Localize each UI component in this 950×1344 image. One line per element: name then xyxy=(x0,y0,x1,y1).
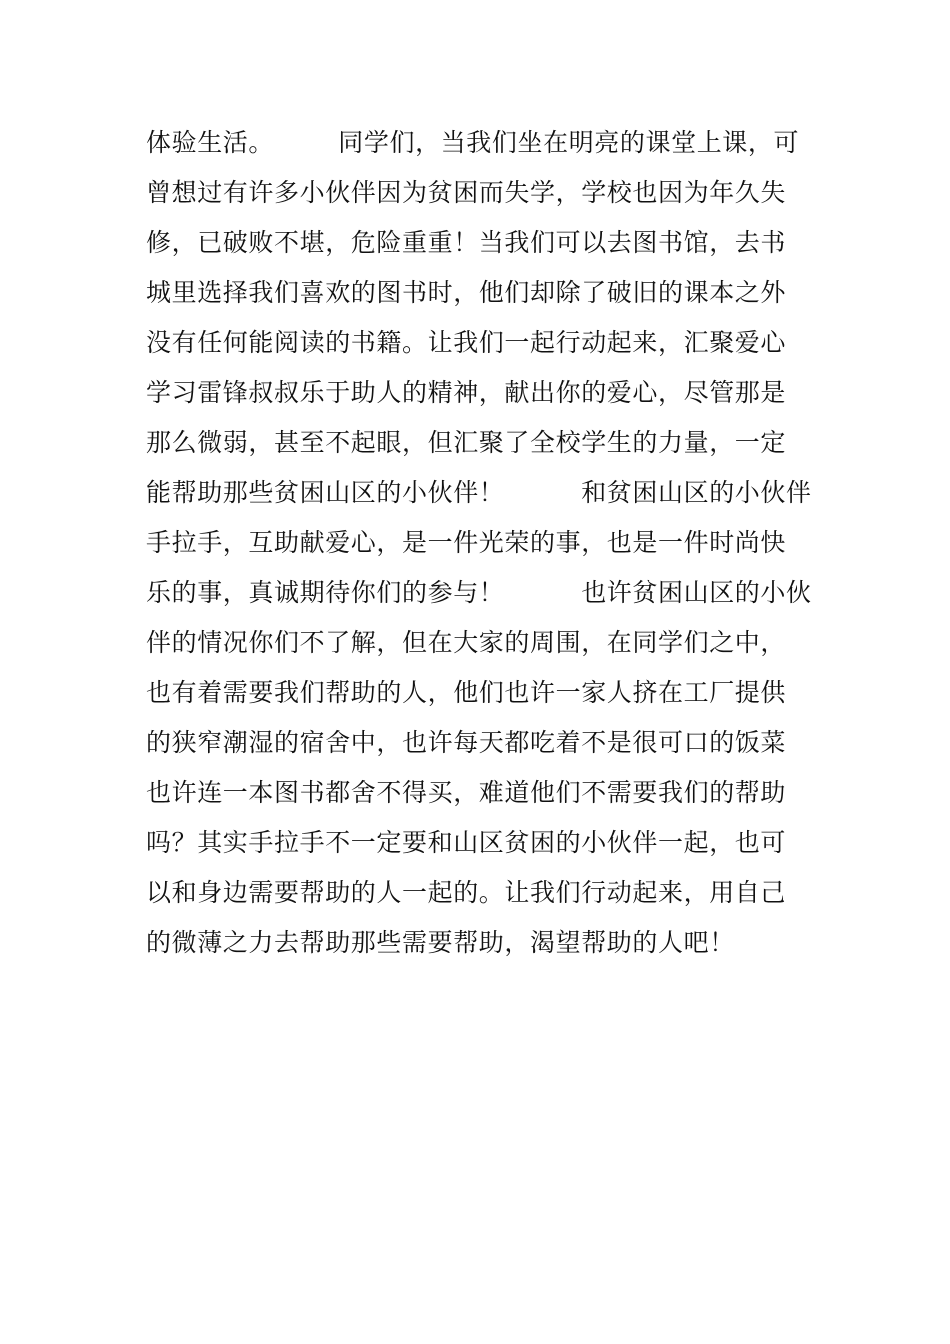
text-line: 体验生活。 同学们，当我们坐在明亮的课堂上课，可 xyxy=(146,128,800,157)
text-line: 吗？其实手拉手不一定要和山区贫困的小伙伴一起，也可 xyxy=(146,828,787,857)
text-line: 能帮助那些贫困山区的小伙伴！ 和贫困山区的小伙伴 xyxy=(146,478,812,507)
text-line: 也有着需要我们帮助的人，他们也许一家人挤在工厂提供 xyxy=(146,678,787,707)
text-line: 乐的事，真诚期待你们的参与！ 也许贫困山区的小伙 xyxy=(146,578,812,607)
text-line: 伴的情况你们不了解，但在大家的周围，在同学们之中， xyxy=(146,628,787,657)
text-line: 修，已破败不堪，危险重重！当我们可以去图书馆，去书 xyxy=(146,228,787,257)
text-line: 曾想过有许多小伙伴因为贫困而失学，学校也因为年久失 xyxy=(146,178,787,207)
text-line: 手拉手，互助献爱心，是一件光荣的事，也是一件时尚快 xyxy=(146,528,787,557)
body-paragraph xyxy=(146,118,816,968)
text-line: 没有任何能阅读的书籍。让我们一起行动起来，汇聚爱心 xyxy=(146,328,787,357)
text-line: 那么微弱，甚至不起眼，但汇聚了全校学生的力量，一定 xyxy=(146,428,787,457)
text-line: 以和身边需要帮助的人一起的。让我们行动起来，用自己 xyxy=(146,878,787,907)
text-line: 学习雷锋叔叔乐于助人的精神，献出你的爱心，尽管那是 xyxy=(146,378,787,407)
text-line: 也许连一本图书都舍不得买，难道他们不需要我们的帮助 xyxy=(146,778,787,807)
text-line: 城里选择我们喜欢的图书时，他们却除了破旧的课本之外 xyxy=(146,278,787,307)
text-line: 的微薄之力去帮助那些需要帮助，渴望帮助的人吧！ xyxy=(146,928,735,957)
text-line: 的狭窄潮湿的宿舍中，也许每天都吃着不是很可口的饭菜 xyxy=(146,728,787,757)
